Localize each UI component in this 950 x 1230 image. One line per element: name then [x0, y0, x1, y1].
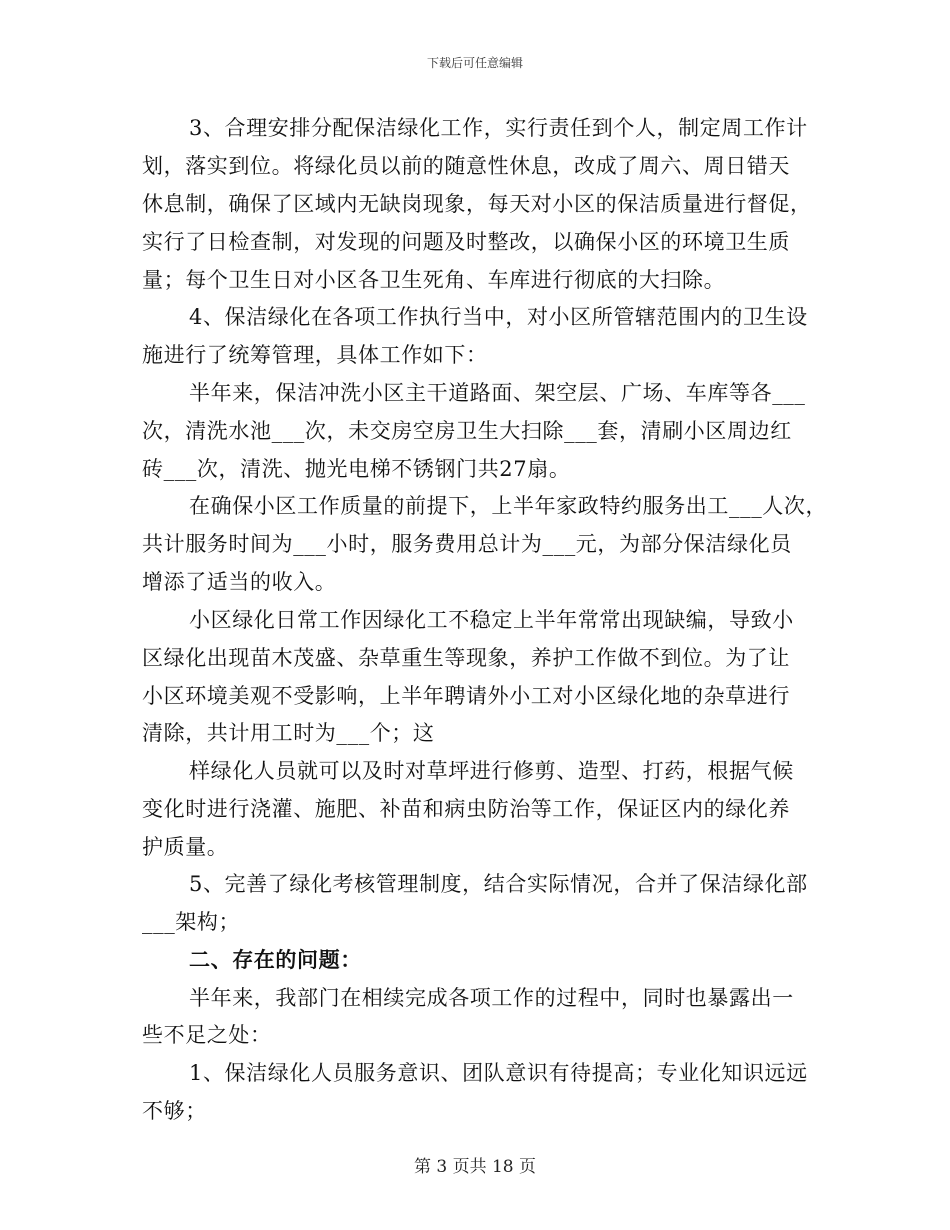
body-text-line: 小区绿化日常工作因绿化工不稳定上半年常常出现缺编，导致小: [189, 608, 794, 632]
body-text-line: 划，落实到位。将绿化员以前的随意性休息，改成了周六、周日错天: [142, 154, 790, 178]
body-text-line: 在确保小区工作质量的前提下，上半年家政特约服务出工___人次，: [189, 494, 828, 518]
body-text-line: 休息制，确保了区域内无缺岗现象，每天对小区的保洁质量进行督促，: [142, 192, 812, 216]
body-text-line: 共计服务时间为___小时，服务费用总计为___元，为部分保洁绿化员: [142, 532, 792, 556]
body-text-line: 增添了适当的收入。: [142, 570, 337, 594]
body-text-line: 次，清洗水池___次，未交房空房卫生大扫除___套，清刷小区周边红: [142, 419, 792, 443]
body-text-line: 些不足之处：: [142, 1023, 272, 1047]
body-text-line: 不够；: [142, 1099, 207, 1123]
body-text-line: 区绿化出现苗木茂盛、杂草重生等现象，养护工作做不到位。为了让: [142, 646, 790, 670]
page-footer: 第 3 页共 18 页: [413, 1157, 537, 1177]
body-text-line: 4、保洁绿化在各项工作执行当中，对小区所管辖范围内的卫生设: [189, 305, 808, 329]
body-text-line: 3、合理安排分配保洁绿化工作，实行责任到个人，制定周工作计: [189, 116, 808, 140]
page-header: 下载后可任意编辑: [426, 56, 523, 70]
body-text-line: 小区环境美观不受影响，上半年聘请外小工对小区绿化地的杂草进行: [142, 684, 790, 708]
body-text-line: 施进行了统筹管理，具体工作如下：: [142, 343, 488, 367]
body-text-line: 变化时进行浇灌、施肥、补苗和病虫防治等工作，保证区内的绿化养: [142, 797, 790, 821]
body-text-line: 量；每个卫生日对小区各卫生死角、车库进行彻底的大扫除。: [142, 268, 726, 292]
body-text-line: 清除，共计用工时为___个；这: [142, 721, 435, 745]
body-text-line: 砖___次，清洗、抛光电梯不锈钢门共27扇。: [142, 457, 571, 481]
body-text-line: 实行了日检查制，对发现的问题及时整改，以确保小区的环境卫生质: [142, 230, 790, 254]
body-text-line: 5、完善了绿化考核管理制度，结合实际情况，合并了保洁绿化部: [189, 872, 808, 896]
section-heading: 二、存在的问题：: [189, 947, 362, 972]
body-text-line: 半年来，我部门在相续完成各项工作的过程中，同时也暴露出一: [189, 986, 794, 1010]
body-text-line: ___架构；: [142, 910, 241, 934]
body-text-line: 1、保洁绿化人员服务意识、团队意识有待提高；专业化知识远远: [189, 1061, 808, 1085]
body-text-line: 护质量。: [142, 835, 229, 859]
body-text-line: 半年来，保洁冲洗小区主干道路面、架空层、广场、车库等各___: [189, 381, 806, 405]
body-text-line: 样绿化人员就可以及时对草坪进行修剪、造型、打药，根据气候: [189, 759, 794, 783]
